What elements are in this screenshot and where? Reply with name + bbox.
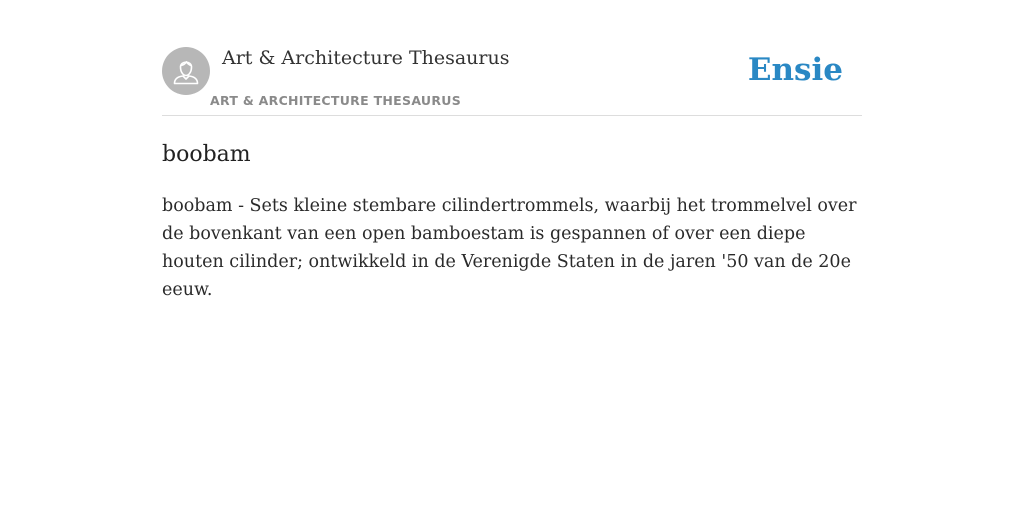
content-container: [162, 0, 862, 300]
source-title[interactable]: Art & Architecture Thesaurus: [222, 47, 510, 69]
source-header: [162, 0, 862, 116]
entry-term: boobam: [162, 142, 251, 167]
source-subtitle[interactable]: ART & ARCHITECTURE THESAURUS: [210, 93, 462, 108]
ensie-logo-link[interactable]: Ensie: [747, 52, 843, 88]
source-avatar[interactable]: [162, 47, 210, 95]
entry-definition: boobam - Sets kleine stembare cilindertrommels, waarbij het trommelvel over de bovenkant van een open bamboestam is gespannen of over een diepe houten cilinder; ontwikkeld in de Verenigde Staten in de jaren '50 van de 20e eeuw.: [162, 196, 857, 300]
user-silhouette-icon: [162, 47, 210, 95]
